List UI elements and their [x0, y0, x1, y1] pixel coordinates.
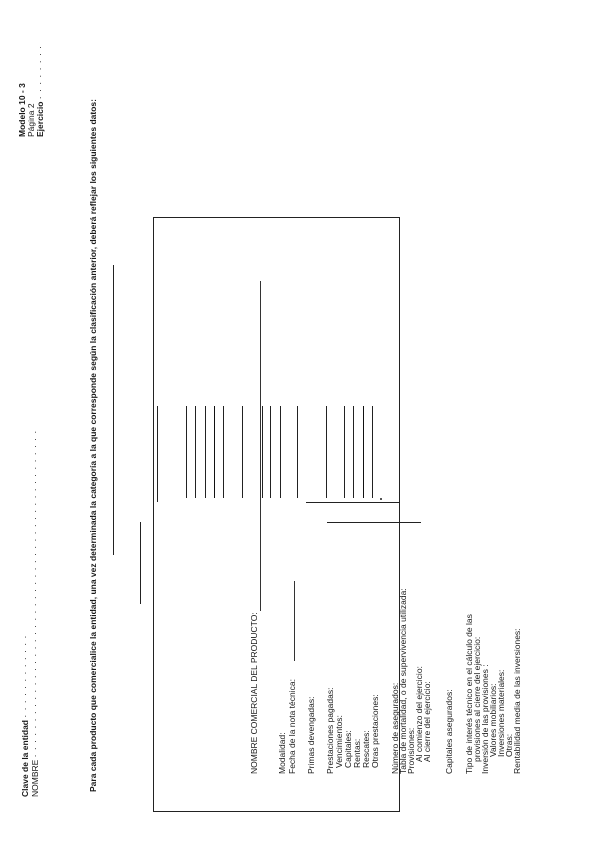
interest-rate-label-line1: Tipo de interés técnico en el cálculo de las — [464, 614, 474, 774]
entity-name-dots: · · · · · · · · · · · · · · · · · · · · · · · · · · · · · · · · · · · · · · · · · · · · · · — [30, 429, 40, 758]
product-form-box — [153, 217, 522, 812]
benefits-rule-a — [327, 522, 421, 523]
capital-label: Capitales: — [343, 730, 353, 768]
provisions-extra-line — [280, 406, 281, 498]
real-estate-field-line — [353, 406, 354, 498]
real-estate-label: Inversiones materiales: — [496, 669, 506, 757]
accrued-premiums-label: Primas devengadas: — [306, 696, 316, 774]
technical-note-date-line — [294, 581, 295, 661]
interest-rate-label-line2: provisiones al cierre del ejercicio: — [472, 636, 482, 762]
instruction-text: Para cada producto que comercialice la entidad, una vez determinada la categoría a la que corresponde según la clasificación anterior, deberá reflejar los siguientes datos: — [88, 99, 98, 792]
entity-key-dots: · · · · · · · · · · · · — [20, 634, 30, 718]
insured-capital-field-line — [297, 406, 298, 498]
average-return-label: Rentabilidad media de las inversiones: — [512, 628, 522, 774]
insured-capital-label: Capitales asegurados: — [444, 689, 454, 774]
mortality-table-label: Tabla de mortalidad, o de supervivencia utilizada: — [398, 588, 408, 774]
entity-header — [20, 430, 40, 797]
provisions-label: Provisiones: — [406, 727, 416, 774]
product-name-label: NOMBRE COMERCIAL DEL PRODUCTO: — [249, 612, 259, 774]
premiums-field-line — [157, 406, 158, 502]
product-name-line — [260, 281, 261, 611]
exercise-dots: · · · · · · · · — [35, 45, 45, 100]
entity-key-label: Clave de la entidad — [20, 720, 30, 797]
other-benefits-field-line — [223, 406, 224, 498]
insured-count-field-line — [242, 406, 243, 498]
model-header — [18, 45, 45, 137]
entity-name-label: NOMBRE — [30, 759, 40, 797]
securities-field-line — [344, 406, 345, 498]
maturities-label: Vencimientos: — [334, 715, 344, 768]
end-of-year-field-line — [270, 406, 271, 498]
interest-rate-field-line — [326, 406, 327, 498]
page-number: Página 2 — [26, 103, 36, 137]
insured-count-label: Número de asegurados: — [390, 682, 400, 774]
average-return-field-line — [372, 406, 373, 498]
start-of-year-field-line — [262, 406, 263, 498]
start-of-year-label: Al comienzo del ejercicio: — [414, 666, 424, 762]
accrued-premiums-rule — [306, 502, 400, 503]
rents-label: Rentas: — [352, 738, 362, 768]
product-name-field-line — [113, 265, 114, 555]
other-benefits-label: Otras prestaciones: — [370, 694, 380, 768]
investment-provisions-label: Inversión de las provisiones : — [480, 664, 490, 774]
securities-label: Valores mobiliarios: — [488, 683, 498, 757]
maturities-field-line — [186, 406, 187, 498]
technical-note-date-label: Fecha de la nota técnica: — [287, 679, 297, 774]
others-label: Otras: — [504, 733, 514, 757]
model-code: Modelo 10 - 3 — [17, 83, 27, 137]
end-of-year-label: Al cierre del ejercicio: — [422, 681, 432, 762]
exercise-label: Ejercicio — [35, 101, 45, 137]
stray-mark — [380, 498, 382, 500]
benefits-paid-label: Prestaciones pagadas: — [325, 687, 335, 774]
rents-field-line — [205, 406, 206, 498]
others-field-line — [363, 406, 364, 498]
technical-note-field-line — [140, 522, 141, 604]
capital-field-line — [195, 406, 196, 498]
surrenders-field-line — [214, 406, 215, 498]
modality-label: Modalidad: — [277, 732, 287, 774]
surrenders-label: Rescates: — [361, 730, 371, 768]
